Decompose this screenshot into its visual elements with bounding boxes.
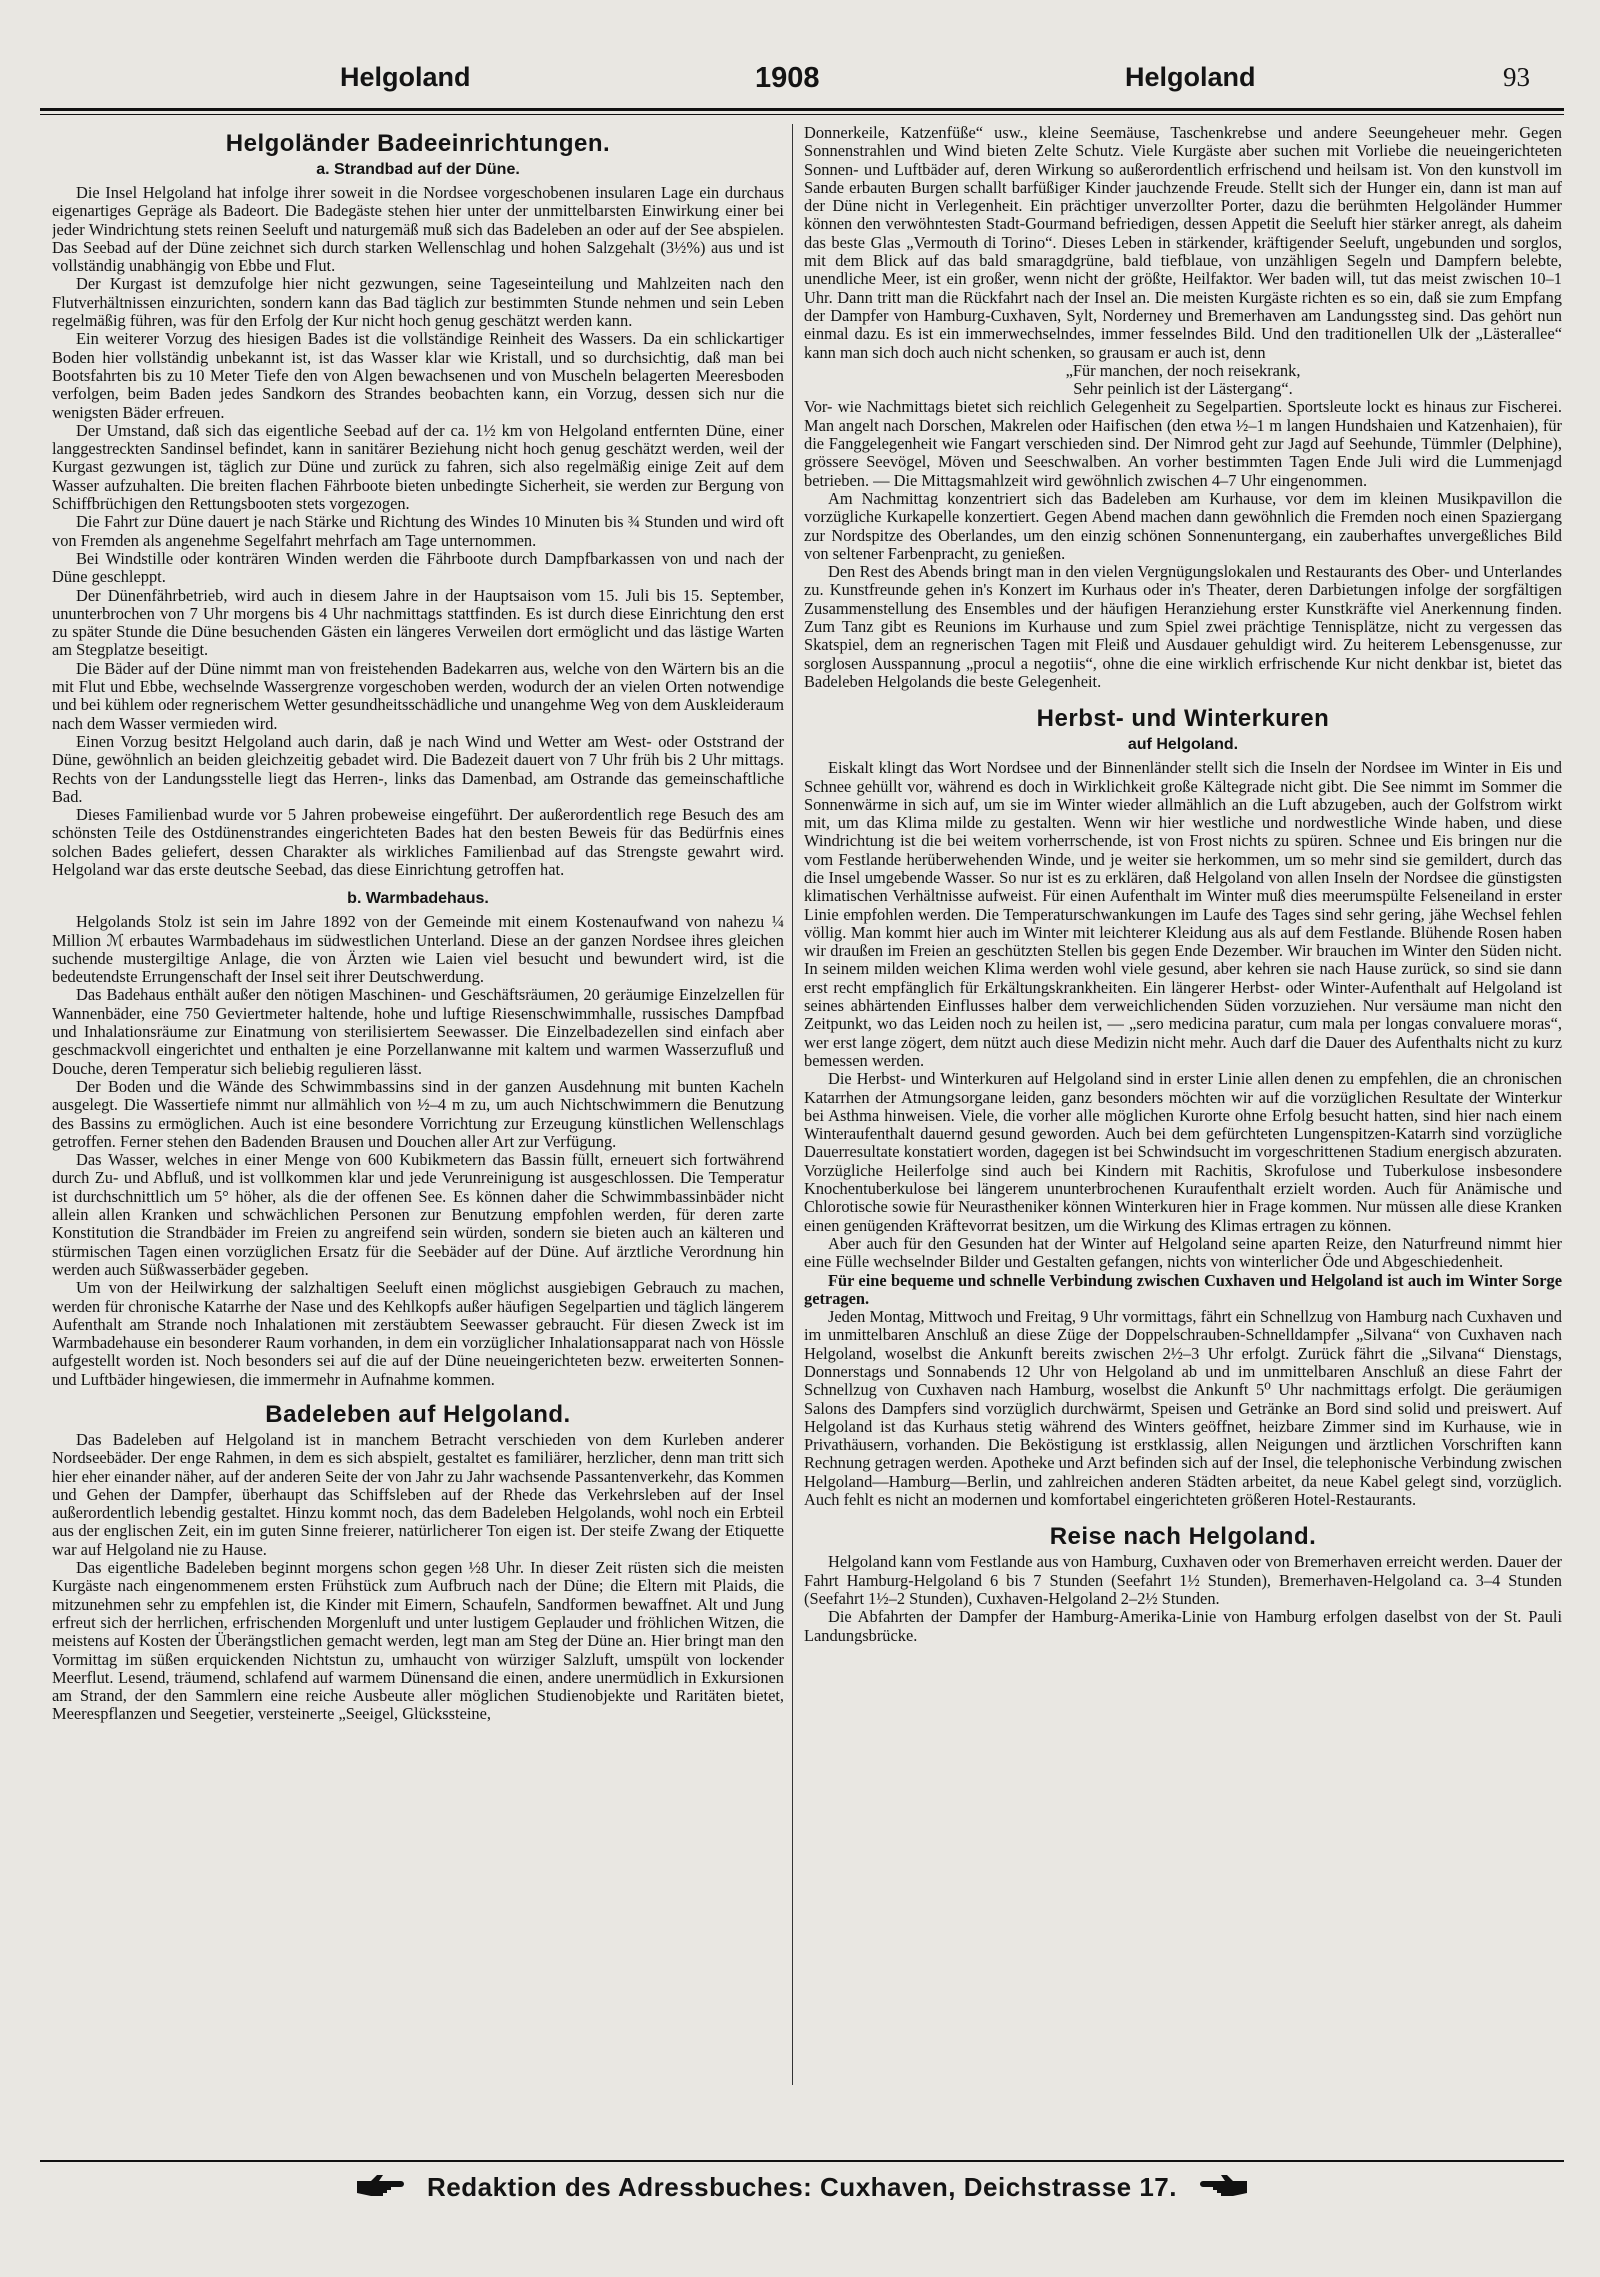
winterkuren-text bbox=[804, 759, 1562, 1509]
subsection-strandbad: a. Strandbad auf der Düne. bbox=[316, 161, 520, 178]
paragraph: Einen Vorzug besitzt Helgoland auch darin, daß je nach Wind und Wetter am West- oder Oststrand der Düne, gewöhnlich an beiden gleichzeitig gebadet wird. Die Badezeit dauert von 7 Uhr früh bis 2 Uhr mittags. Rechts von der Landungsstelle liegt das Herren-, links das Damenbad, am Ostrande das gemeinschaftliche Bad. bbox=[52, 731, 784, 806]
paragraph: Am Nachmittag konzentriert sich das Badeleben am Kurhause, vor dem im kleinen Musikpavillon die vorzügliche Kurkapelle konzertiert. Gegen Abend machen dann gewöhnlich die Fremden noch einen Spaziergang zur Nordspitze des Oberlandes, um den einzig schönen Sonnenuntergang, ein zauberhaftes unvergeßliches Bild von seltener Farbenpracht, zu genießen. bbox=[804, 488, 1562, 563]
footer-rule bbox=[40, 2160, 1564, 2162]
paragraph: Die Herbst- und Winterkuren auf Helgoland sind in erster Linie allen denen zu empfehlen, die an chronischen Katarrhen der Atmungsorgane leiden, ganz besonders möchten wir auf die vorzüglichen Resultate der Winterkur bei Asthma hinweisen. Viele, die vorher alle möglichen Kurorte ohne Erfolg besucht hatten, sind hier nach einem Winteraufenthalt dauernd gesund geworden. Auch bei dem gefürchteten Lungenspitzen-Katarrh sind vorzügliche Dauerresultate konstatiert worden, dagegen ist bei Schwindsucht im vorgeschrittenen Stadium energisch abzuraten. Vorzügliche Heilerfolge sind auch bei Kindern mit Rachitis, Skrofulose und Tuberkulose insbesondere Knochentuberkulose bei längerem ununterbrochenen Kuraufenthalt erzielt worden. Auch für Anämische und Chlorotische sowie für Neurastheniker können Winterkuren hier in Frage kommen. Nur müssen alle diese Kranken einen genügenden Kräftevorrat besitzen, um die Wirkung des Klimas ertragen zu können. bbox=[804, 1069, 1562, 1235]
paragraph: Aber auch für den Gesunden hat der Winter auf Helgoland seine aparten Reize, den Naturfreund nimmt hier eine Fülle wechselnder Bilder und Gestalten gefangen, nichts von winterlicher Öde und Abgeschiedenheit. bbox=[804, 1233, 1562, 1272]
paragraph: Eiskalt klingt das Wort Nordsee und der Binnenländer stellt sich die Inseln der Nordsee im Winter in Eis und Schnee gehüllt vor, während es doch in Wirklichkeit große Kältegrade nicht gibt. Die See nimmt im Sommer die Sonnenwärme in sich auf, um sie im Winter wieder allmählich an die Luft abzugeben, auch der Golfstrom wirkt mit, um das Klima milde zu gestalten. Wenn wir hier westliche und nordwestliche Winde haben, und diese Windrichtung ist die bei weitem vorherrschende, ist von Frost nichts zu spüren. Schnee und Eis bringen nur die vom Festlande herüberwehenden Winde, und je weiter sie herkommen, um so mehr sind sie gemildert, durch das die Insel umgebende Wasser. So nur ist es zu erklären, daß Helgoland von allen Inseln der Nordsee die günstigsten klimatischen Verhältnisse aufweist. Für einen Aufenthalt im Winter muß dies meerumspülte Felseneiland in erster Linie empfohlen werden. Die Temperaturschwankungen im Laufe des Tages sind sehr gering, jähe Wechsel fehlen völlig. Man kommt hier auch im Winter mit leichterer Kleidung aus als auf dem Festlande. Blühende Rosen haben wir draußen im Freien an geschützten Stellen bis gegen Ende Dezember. Wir brauchen im Winter den Süden nicht. In seinem milden weichen Klima werden wohl viele gesund, aber kehren sie nach Hause zurück, so sind sie dann erst recht empfänglich für Erkältungskrankheiten. Ein längerer Herbst- oder Winter-Aufenthalt auf Helgoland ist seines abhärtenden Einflusses halber dem verweichlichenden Süden vorzuziehen. Nur versäume man nicht den Zeitpunkt, wo das Leiden noch zu heilen ist, — „sero medicina paratur, cum mala per longas convaluere moras“, wer erst lange zögert, dem nützt auch diese Medizin nicht mehr. Auch darf die Dauer des Aufenthalts nicht zu kurz bemessen werden. bbox=[804, 758, 1562, 1070]
paragraph: Bei Windstille oder konträren Winden werden die Fährboote durch Dampfbarkassen von und nach der Düne geschleppt. bbox=[52, 548, 784, 587]
paragraph: Den Rest des Abends bringt man in den vielen Vergnügungslokalen und Restaurants des Ober- und Unterlandes zu. Kunstfreunde gehen in's Konzert im Kurhaus oder in's Theater, deren Darbietungen infolge der sorgfältigen Zusammenstellung des Ensembles und der häufigen Heranziehung erster Kunstkräfte viel Anerkennung finden. Zum Tanz gibt es Reunions im Kurhause und zum Spiel zwei prächtige Tennisplätze, nicht zu vergessen das Skatspiel, dem an regnerischen Tagen mit Fleiß und Ausdauer gehuldigt wird. Zu heiterem Lebensgenusse, zur sorglosen Ausspannung „procul a negotiis“, ohne die eine wirklich erfrischende Kur nicht denkbar ist, bietet das Badeleben Helgolands die beste Gelegenheit. bbox=[804, 562, 1562, 691]
paragraph: Für eine bequeme und schnelle Verbindung zwischen Cuxhaven und Helgoland ist auch im Winter Sorge getragen. bbox=[804, 1270, 1562, 1308]
paragraph: Der Boden und die Wände des Schwimmbassins sind in der ganzen Ausdehnung mit bunten Kacheln ausgelegt. Die Wassertiefe nimmt nur allmählich von ½–4 m zu, um auch Nichtschwimmern die Benutzung des Bassins zu ermöglichen. Auch ist eine besondere Vorrichtung zur Erzeugung künstlichen Wellenschlags getroffen. Ferner stehen den Badenden Brausen und Douchen aller Art zur Verfügung. bbox=[52, 1076, 784, 1151]
running-head bbox=[40, 62, 1560, 102]
paragraph: Jeden Montag, Mittwoch und Freitag, 9 Uhr vormittags, fährt ein Schnellzug von Hamburg nach Cuxhaven und im unmittelbaren Anschluß an diese Züge der Doppelschrauben-Schnelldampfer „Silvana“ von Cuxhaven nach Helgoland, woselbst die Ankunft bereits zwischen 2½–3 Uhr erfolgt. Zurück fährt die „Silvana“ Dienstags, Donnerstags und Sonnabends 12 Uhr von Helgoland ab und im unmittelbaren Anschluß an diese Fahrt der Schnellzug von Cuxhaven nach Hamburg, woselbst die Ankunft 5⁰ Uhr nachmittags erfolgt. Die geräumigen Salons des Dampfers sind vorzüglich durchwärmt, Speisen und Getränke an Bord sind solid und preiswert. Auf Helgoland ist das Kurhaus stetig während des Winters geöffnet, heizbare Zimmer sind im Kurhause, wie in Privathäusern, vorhanden. Die Beköstigung ist erstklassig, allen Neigungen und ärztlichen Vorschriften kann Rechnung getragen werden. Apotheke und Arzt befinden sich auf der Insel, die telephonische Verbindung zwischen Helgoland—Hamburg—Berlin, und zahlreichen anderen Städten arbeitet, da neue Kabel gelegt sind, vorzüglich. Auch fehlt es nicht an modernen und komfortabel eingerichteten größeren Hotel-Restaurants. bbox=[804, 1307, 1562, 1510]
header-left-title: Helgoland bbox=[340, 62, 471, 92]
paragraph: Das Badehaus enthält außer den nötigen Maschinen- und Geschäftsräumen, 20 geräumige Einzelzellen für Wannenbäder, eine 750 Geviertmeter haltende, hohe und luftige Riesenschwimmhalle, russisches Dampfbad und Inhalationsräume zur Einatmung von sterilisiertem Seewasser. Die Einzelbadezellen sind einfach aber geschmackvoll eingerichtet und enthalten je eine Porzellanwanne mit kaltem und warmen Wasserzufluß und Douche, deren Temperatur sich beliebig regulieren lässt. bbox=[52, 985, 784, 1078]
paragraph: Die Fahrt zur Düne dauert je nach Stärke und Richtung des Windes 10 Minuten bis ¾ Stunden und wird oft von Fremden als angenehme Segelfahrt mehrfach am Tage unternommen. bbox=[52, 512, 784, 550]
badeleben-text bbox=[52, 1431, 784, 1724]
paragraph: Ein weiterer Vorzug des hiesigen Bades ist die vollständige Reinheit des Wassers. Da ein schlickartiger Boden hier vollständig unbekannt ist, ist das Wasser klar wie Kristall, und so durchsichtig, daß man bei Bootsfahrten bis zu 10 Meter Tiefe den von Algen bewachsenen und von Muscheln belagerten Meeresboden verfolgen, beim Baden jedes Sandkorn des Strandes beobachten kann, ein Vorzug, dessen sich nur die wenigsten Bäder erfreuen. bbox=[52, 329, 784, 422]
section-title-reise: Reise nach Helgoland. bbox=[1049, 1523, 1317, 1551]
subsection-warmbadehaus: b. Warmbadehaus. bbox=[347, 890, 489, 908]
reise-text bbox=[804, 1553, 1562, 1644]
strandbad-text bbox=[52, 184, 784, 879]
text-columns bbox=[52, 124, 1562, 2085]
pointing-hand-left-icon bbox=[1199, 2173, 1249, 2206]
paragraph: Donnerkeile, Katzenfüße“ usw., kleine Seemäuse, Taschenkrebse und andere Seeungeheuer mehr. Gegen Sonnenstrahlen und Wind bieten Zelte Schutz. Viele Kurgäste aber suchen mit Vorliebe die neueingerichteten Sonnen- und Luftbäder auf, deren Wirkung so außerordentlich erfrischend und heilsam ist. Von den kunstvoll im Sande erbauten Burgen schallt barfüßiger Kinder jauchzende Freude. Stellt sich der Hunger ein, dann ist man auf der Düne nicht in Verlegenheit. Ein prächtiger unverzollter Porter, dazu die berühmten Helgoländer Hummer können den verwöhntesten Stadt-Gourmand befriedigen, dessen Appetit die Seeluft hier stärker anregt, als daheim das beste Glas „Vermouth di Torino“. Dieses Leben in stärkender, kräftigender Seeluft, ungebunden und sorglos, mit dem Blick auf das bald smaragdgrüne, bald tiefblaue, von unzähligen Segeln und Dampfern belebte, unendliche Meer, ist ein großer, wenn nicht der größte, Heilfaktor. Wer baden will, tut das meist zwischen 10–1 Uhr. Dann tritt man die Rückfahrt nach der Insel an. Die meisten Kurgäste richten es so ein, daß sie zum Empfang der Dampfer von Hamburg-Cuxhaven, Sylt, Norderney und Bremerhaven am Landungssteg sind. Das gehört nun einmal dazu. Es ist ein immerwechselndes, immer fesselndes Bild. Und den traditionellen Ulk der „Lästerallee“ kann man sich doch auch nicht schenken, so grausam er auch ist, denn bbox=[804, 124, 1562, 362]
verse-line: „Für manchen, der noch reisekrank, bbox=[1065, 360, 1301, 380]
warmbadehaus-text bbox=[52, 913, 784, 1389]
header-right-title: Helgoland bbox=[1125, 62, 1256, 92]
paragraph: Die Bäder auf der Düne nimmt man von freistehenden Badekarren aus, welche von den Wärtern bis an die mit Flut und Ebbe, wechselnde Wassergrenze vorgeschoben werden, wodurch der an vielen Orten notwendige und bei kühlem oder regnerischem Wetter gesundheitsschädliche und unangehme Weg von dem Auskleideraum nach dem Wasser vermieden wird. bbox=[52, 658, 784, 733]
section-title-winterkuren: Herbst- und Winterkuren bbox=[1036, 705, 1330, 733]
page-number: 93 bbox=[1503, 62, 1530, 92]
right-column bbox=[804, 124, 1562, 2085]
paragraph: Der Kurgast ist demzufolge hier nicht gezwungen, seine Tageseinteilung und Mahlzeiten nach den Flutverhältnissen einzurichten, sondern kann das Bad täglich zur bestimmten Stunde nehmen und sein Leben regelmäßig führen, was für den Erfolg der Kur nicht hoch genug geschätzt werden kann. bbox=[52, 274, 784, 331]
paragraph: Um von der Heilwirkung der salzhaltigen Seeluft einen möglichst ausgiebigen Gebrauch zu machen, werden für chronische Katarrhe der Nase und des Kehlkopfs außer häufigen Segelpartien und täglich längerem Aufenthalt am Strande noch Inhalationen mit zerstäubtem Seewasser gebraucht. Für diesen Zweck ist im Warmbadehause ein besonderer Raum vorhanden, in dem ein vorzüglicher Inhalationsapparat nach von Hössle aufgestellt worden ist. Noch besonders sei auf die auf der Düne neueingerichteten bezw. erweiterten Sonnen- und Luftbäder hingewiesen, die immermehr in Aufnahme kommen. bbox=[52, 1278, 784, 1389]
paragraph: Helgolands Stolz ist sein im Jahre 1892 von der Gemeinde mit einem Kostenaufwand von nahezu ¼ Million ℳ erbautes Warmbadehaus im südwestlichen Unterland. Diese an der ganzen Nordsee ihres gleichen suchende mustergiltige Anlage, die von Ärzten wie Laien viel besucht und bewundert wird, ist die bedeutendste Errungenschaft der Insel seit ihrer Deutschwerdung. bbox=[52, 912, 784, 987]
paragraph: Die Abfahrten der Dampfer der Hamburg-Amerika-Linie von Hamburg erfolgen daselbst von der St. Pauli Landungsbrücke. bbox=[804, 1607, 1562, 1645]
paragraph: Dieses Familienbad wurde vor 5 Jahren probeweise eingeführt. Der außerordentlich rege Besuch des am schönsten Teile des Ostdünenstrandes eingerichteten Bades hat den besten Beweis für das Bedürfnis eines solchen Bades geliefert, dessen Charakter als wirkliches Familienbad auf das Strengste gewahrt wird. Helgoland war das erste deutsche Seebad, das diese Einrichtung getroffen hat. bbox=[52, 805, 784, 879]
footer-text: Redaktion des Adressbuches: Cuxhaven, Deichstrasse 17. bbox=[427, 2172, 1177, 2202]
paragraph: Das Badeleben auf Helgoland ist in manchem Betracht verschieden von dem Kurleben anderer Nordseebäder. Der enge Rahmen, in dem es sich abspielt, gestaltet es familiärer, herzlicher, denn man tritt sich hier eher einander näher, auf der anderen Seite der von Jahr zu Jahr wachsende Passantenverkehr, das Kommen und Gehen der Dampfer, überhaupt das Schiffsleben auf der Rhede das Verkehrsleben auf der Insel außerordentlich lebendig gestaltet. Hinzu kommt noch, das dem Badeleben Helgolands, wohl noch ein Erbteil aus der englischen Zeit, ein im guten Sinne freierer, natürlicherer Ton eigen ist. Der steife Zwang der Etiquette war auf Helgoland nie zu Hause. bbox=[52, 1430, 784, 1559]
section-title-badeeinrichtungen: Helgoländer Badeeinrichtungen. bbox=[225, 130, 611, 157]
footer bbox=[40, 2172, 1564, 2206]
paragraph: Vor- wie Nachmittags bietet sich reichlich Gelegenheit zu Segelpartien. Sportsleute lockt es hinaus zur Fischerei. Man angelt nach Dorschen, Makrelen oder Haifischen (den etwa ½–1 m langen Hundshaien und Katzenhaien), für die Fanggelegenheit wie Fangart verschieden sind. Der Nimrod geht zur Jagd auf Seehunde, Tümmler (Delphine), grössere Seevögel, Möven und Seeschwalben. An vorher bestimmten Tagen Ende Juli wird die Lummenjagd betrieben. — Die Mittagsmahlzeit wird gewöhnlich zwischen 4–7 Uhr eingenommen. bbox=[804, 397, 1562, 490]
badeleben-continued-text bbox=[804, 124, 1562, 691]
left-column bbox=[52, 124, 784, 2085]
pointing-hand-right-icon bbox=[355, 2173, 405, 2206]
paragraph: Die Insel Helgoland hat infolge ihrer soweit in die Nordsee vorgeschobenen insularen Lage ein durchaus eigenartiges Gepräge als Badeort. Die Badegäste stehen hier unter der unmittelbarsten Einwirkung einer bei jeder Windrichtung stets reinen Seeluft und naturgemäß muß sich das Badeleben an oder auf der See abspielen. Das Seebad auf der Düne zeichnet sich durch starken Wellenschlag und hohen Salzgehalt (3½%) aus und ist vollständig unabhängig von Ebbe und Flut. bbox=[52, 183, 784, 276]
section-title-badeleben: Badeleben auf Helgoland. bbox=[265, 1401, 571, 1428]
header-year: 1908 bbox=[755, 62, 820, 94]
paragraph: Das Wasser, welches in einer Menge von 600 Kubikmetern das Bassin füllt, erneuert sich fortwährend durch Zu- und Abfluß, und ist vollkommen klar und jede Verunreinigung ist ausgeschlossen. Die Temperatur ist durchschnittlich um 5° höher, als die der offenen See. Es können daher die Schwimmbassinbäder nicht allein allen Kranken und schwächlichen Personen zur Benutzung empfohlen werden, für deren zarte Konstitution die Strandbäder im Freien zu angreifend sein würden, sondern sie bieten auch an kälteren und stürmischen Tagen einen vorzüglichen Ersatz für die Seebäder auf der Düne. Auf ärztliche Verordnung hin werden auch Süßwasserbäder gegeben. bbox=[52, 1150, 784, 1279]
subsection-auf-helgoland: auf Helgoland. bbox=[1127, 736, 1239, 754]
paragraph: Das eigentliche Badeleben beginnt morgens schon gegen ½8 Uhr. In dieser Zeit rüsten sich die meisten Kurgäste nach eingenommenem ersten Frühstück zum Aufbruch nach der Düne; die Eltern mit Plaids, die mitzunehmen sehr zu empfehlen ist, die Kinder mit Eimern, Schaufeln, Sandformen bewaffnet. Alt und Jung erfreut sich der herrlichen, erfrischenden Morgenluft und unter lustigem Geplauder und fröhlichen Witzen, die meistens auf Kosten der Überängstlichen gemacht werden, legt man am Steg der Düne an. Hier bringt man den Vormittag im süßen erquickenden Nichtstun zu, umhaucht von würziger Salzluft, umspült von lockender Meerflut. Lesend, träumend, schlafend auf warmem Dünensand die einen, andere unermüdlich in Exkursionen am Strand, der den Sammlern eine reiche Ausbeute aller möglichen Studienobjekte und Raritäten bietet, Meerespflanzen und Seegetier, versteinerte „Seeigel, Glückssteine, bbox=[52, 1558, 784, 1724]
paragraph: Helgoland kann vom Festlande aus von Hamburg, Cuxhaven oder von Bremerhaven erreicht werden. Dauer der Fahrt Hamburg-Helgoland 6 bis 7 Stunden (Seefahrt 1½ Stunden), Bremerhaven-Helgoland ca. 3–4 Stunden (Seefahrt 1½–2 Stunden), Cuxhaven-Helgoland 2–2½ Stunden. bbox=[804, 1552, 1562, 1608]
column-divider bbox=[792, 124, 793, 2085]
header-rule bbox=[40, 108, 1564, 115]
paragraph: Der Umstand, daß sich das eigentliche Seebad auf der ca. 1½ km von Helgoland entfernten Düne, einer langgestreckten Sandinsel befindet, kann in sanitärer Beziehung nicht hoch genug geschätzt werden, weil der Kurgast gezwungen ist, täglich zur Düne und zurück zu fahren, sich also regelmäßig einige Zeit auf dem Wasser aufzuhalten. Die breiten flachen Fährboote bieten unbedingte Sicherheit, sie werden zur Bergung von Schiffbrüchigen den Rettungsbooten stets vorgezogen. bbox=[52, 420, 784, 514]
paragraph: Der Dünenfährbetrieb, wird auch in diesem Jahre in der Hauptsaison vom 15. Juli bis 15. September, ununterbrochen von 7 Uhr morgens bis 4 Uhr nachmittags stattfinden. Es ist durch diese Einrichtung den erst zu später Stunde die Düne besuchenden Gästen ein längeres Verweilen dort ermöglicht und das lästige Warten am Stegplatze beseitigt. bbox=[52, 585, 784, 660]
verse-line: Sehr peinlich ist der Lästergang“. bbox=[1073, 379, 1293, 399]
